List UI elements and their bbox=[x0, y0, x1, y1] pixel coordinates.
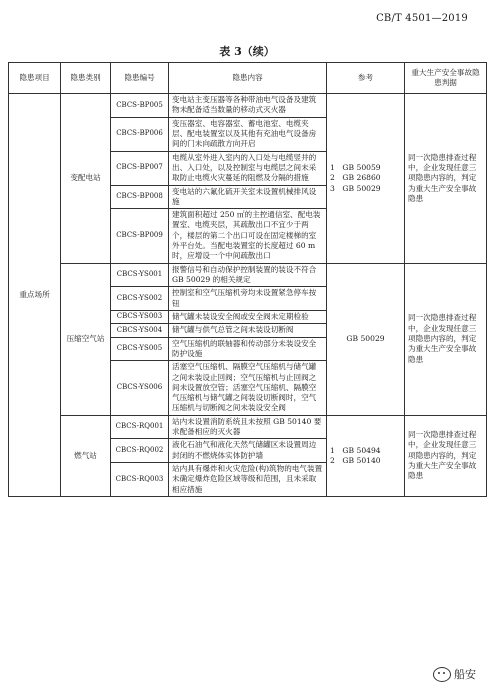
project-cell: 重点场所 bbox=[9, 94, 61, 497]
table-title: 表 3（续） bbox=[219, 45, 275, 58]
content-cell: 变电站主变压器等各种带油电气设备及建筑物未配备适当数量的移动式灭火器 bbox=[169, 94, 327, 118]
content-cell: 报警信号和自动保护控制装置的装设不符合 GB 50029 的相关规定 bbox=[169, 263, 327, 287]
header-code: 隐患编号 bbox=[111, 63, 169, 94]
table-row bbox=[9, 263, 487, 287]
code-cell: CBCS-YS001 bbox=[111, 263, 169, 287]
code-cell: CBCS-RQ001 bbox=[111, 415, 169, 439]
standard-id: CB/T 4501—2019 bbox=[376, 13, 468, 24]
criterion-cell: 同一次隐患排查过程中，企业发现任意三项隐患内容的，判定为重大生产安全事故隐患 bbox=[405, 263, 487, 415]
code-cell: CBCS-BP005 bbox=[111, 94, 169, 118]
reference-item: 1 GB 50059 bbox=[330, 162, 381, 172]
code-cell: CBCS-RQ003 bbox=[111, 463, 169, 497]
criterion-cell: 同一次隐患排查过程中，企业发现任意三项隐患内容的，判定为重大生产安全事故隐患 bbox=[405, 94, 487, 264]
content-cell: 储气罐与供气总管之间未装设切断阀 bbox=[169, 324, 327, 337]
watermark-text: 船安 bbox=[454, 668, 476, 681]
reference-item: 2 GB 50140 bbox=[330, 455, 381, 465]
content-cell: 液化石油气和液化天然气储罐区未设置周边封闭的不燃烧体实体防护墙 bbox=[169, 439, 327, 463]
content-cell: 活塞空气压缩机、隔膜空气压缩机与储气罐之间未装设止回阀；空气压缩机与止回阀之间未设置放空管；活塞空气压缩机、隔膜空气压缩机与储气罐之间装设切断阀时，空气压缩机与切断阀之间未装设安全阀 bbox=[169, 361, 327, 416]
code-cell: CBCS-YS003 bbox=[111, 310, 169, 323]
reference-item: 3 GB 50029 bbox=[330, 183, 381, 193]
watermark bbox=[433, 666, 476, 682]
header-reference: 参考 bbox=[327, 63, 405, 94]
category-cell: 变配电站 bbox=[61, 94, 111, 264]
header-category: 隐患类别 bbox=[61, 63, 111, 94]
content-cell: 电缆从室外进入室内的入口处与电缆竖井的出、入口处，以及控制室与电缆层之间未采取防止电缆火灾蔓延的阻燃及分隔的措施 bbox=[169, 151, 327, 185]
table-header-row bbox=[9, 63, 487, 94]
header-content: 隐患内容 bbox=[169, 63, 327, 94]
criterion-cell: 同一次隐患排查过程中，企业发现任意三项隐患内容的，判定为重大生产安全事故隐患 bbox=[405, 415, 487, 496]
reference-item: 1 GB 50494 bbox=[330, 445, 381, 455]
table-row bbox=[9, 94, 487, 118]
hazard-table bbox=[8, 62, 487, 497]
reference-cell bbox=[327, 94, 405, 264]
reference-cell bbox=[327, 263, 405, 415]
reference-item: GB 50029 bbox=[346, 334, 385, 344]
content-cell: 储气罐未装设安全阀或安全阀未定期检验 bbox=[169, 310, 327, 323]
content-cell: 建筑面积超过 250 ㎡的主控通信室、配电装置室、电缆夹层，其疏散出口不宜少于两个，楼层的第二个出口可设在固定楼梯的室外平台处。当配电装置室的长度超过 60 m 时，应增设一个中间疏散出口 bbox=[169, 209, 327, 264]
table-row bbox=[9, 415, 487, 439]
code-cell: CBCS-YS002 bbox=[111, 287, 169, 311]
category-cell: 压缩空气站 bbox=[61, 263, 111, 415]
reference-item: 2 GB 26860 bbox=[330, 173, 381, 183]
content-cell: 站内未设置消防系统且未按照 GB 50140 要求配备相应的灭火器 bbox=[169, 415, 327, 439]
code-cell: CBCS-YS004 bbox=[111, 324, 169, 337]
code-cell: CBCS-YS005 bbox=[111, 337, 169, 361]
chat-bubble-icon bbox=[433, 667, 451, 682]
code-cell: CBCS-YS006 bbox=[111, 361, 169, 416]
reference-cell bbox=[327, 415, 405, 496]
content-cell: 空气压缩机的联轴器和传动部分未装设安全防护设施 bbox=[169, 337, 327, 361]
code-cell: CBCS-RQ002 bbox=[111, 439, 169, 463]
category-cell: 燃气站 bbox=[61, 415, 111, 496]
content-cell: 变压器室、电容器室、蓄电池室、电缆夹层、配电装置室以及其他有充油电气设备房间的门未向疏散方向开启 bbox=[169, 117, 327, 151]
code-cell: CBCS-BP009 bbox=[111, 209, 169, 264]
content-cell: 变电站的六氟化硫开关室未设置机械排风设施 bbox=[169, 185, 327, 209]
header-project: 隐患项目 bbox=[9, 63, 61, 94]
code-cell: CBCS-BP007 bbox=[111, 151, 169, 185]
header-criterion: 重大生产安全事故隐患判据 bbox=[405, 63, 487, 94]
content-cell: 站内具有爆炸和火灾危险(构)筑物的电气装置未确定爆炸危险区域等级和范围，且未采取相应措施 bbox=[169, 463, 327, 497]
code-cell: CBCS-BP006 bbox=[111, 117, 169, 151]
code-cell: CBCS-BP008 bbox=[111, 185, 169, 209]
content-cell: 控制室和空气压缩机旁均未设置紧急停车按钮 bbox=[169, 287, 327, 311]
